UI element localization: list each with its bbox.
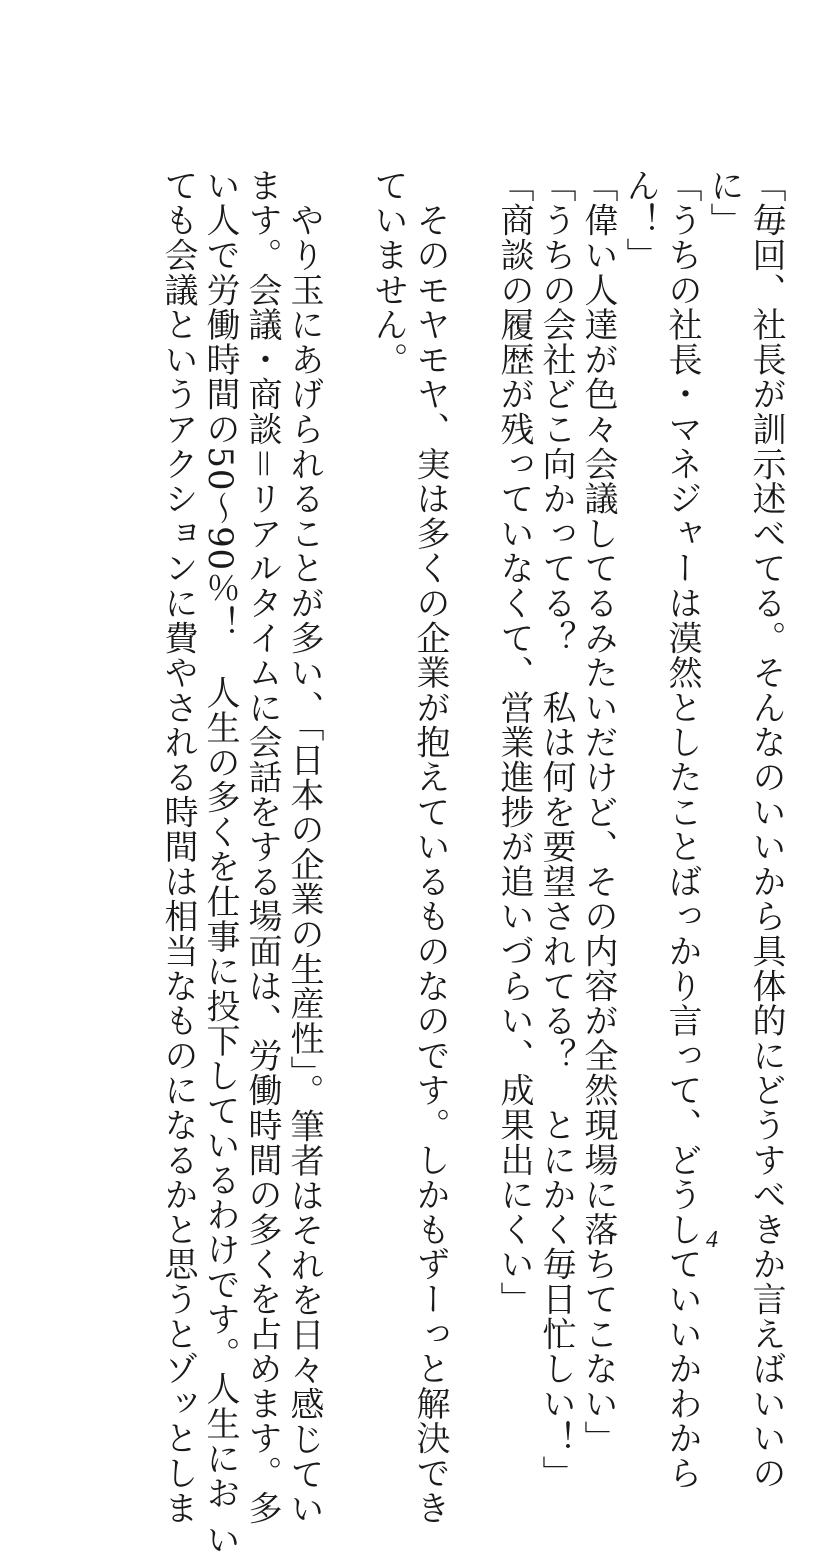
quote-line: 「うちの社長・マネジャーは漠然としたことばっかり言って、どうしていいかわから [662, 168, 702, 1491]
paragraph-gap [451, 168, 493, 1208]
vertical-text-block [87, 168, 787, 1557]
quote-line: 「偉い人達が色々会議してるみたいだけど、その内容が全然現場に落ちてこない」 [578, 168, 618, 1456]
paragraph-line: そのモヤモヤ、実は多くの企業が抱えているものなのです。しかもずーっと解決でき [410, 168, 450, 1526]
paragraph-line: ます。会議・商談＝リアルタイムに会話をする場面は、労働時間の多くを占めます。多 [242, 168, 282, 1526]
quote-line: に」 [704, 168, 744, 238]
paragraph-line: ても会議というアクションに費やされる時間は相当なものになるかと思うとゾッとしま [158, 168, 198, 1526]
paragraph-line: ていません。 [368, 168, 408, 377]
paragraph-line: い人で労働時間の50～90％！ 人生の多くを仕事に投下しているわけです。人生にお い [200, 168, 240, 1557]
quote-line: 「うちの会社どこ向かってる？ 私は何を要望されてる？ とにかく毎日忙しい！」 [536, 168, 576, 1491]
paragraph-1 [367, 168, 451, 1526]
quote-line: 「毎回、社長が訓示述べてる。そんなのいいから具体的にどうすべきか言えばいいの [746, 168, 786, 1491]
quote-line: 「商談の履歴が残っていなくて、営業進捗が追いづらい、成果出にくい」 [494, 168, 534, 1317]
paragraph-gap [325, 168, 367, 1208]
paragraph-line: やり玉にあげられることが多い、「日本の企業の生産性」。筆者はそれを日々感じてい [284, 168, 324, 1526]
paragraph-2 [157, 168, 325, 1557]
quotes-block [493, 168, 787, 1491]
page-number: 4 [706, 1227, 718, 1253]
quote-line: ん！」 [620, 168, 660, 273]
